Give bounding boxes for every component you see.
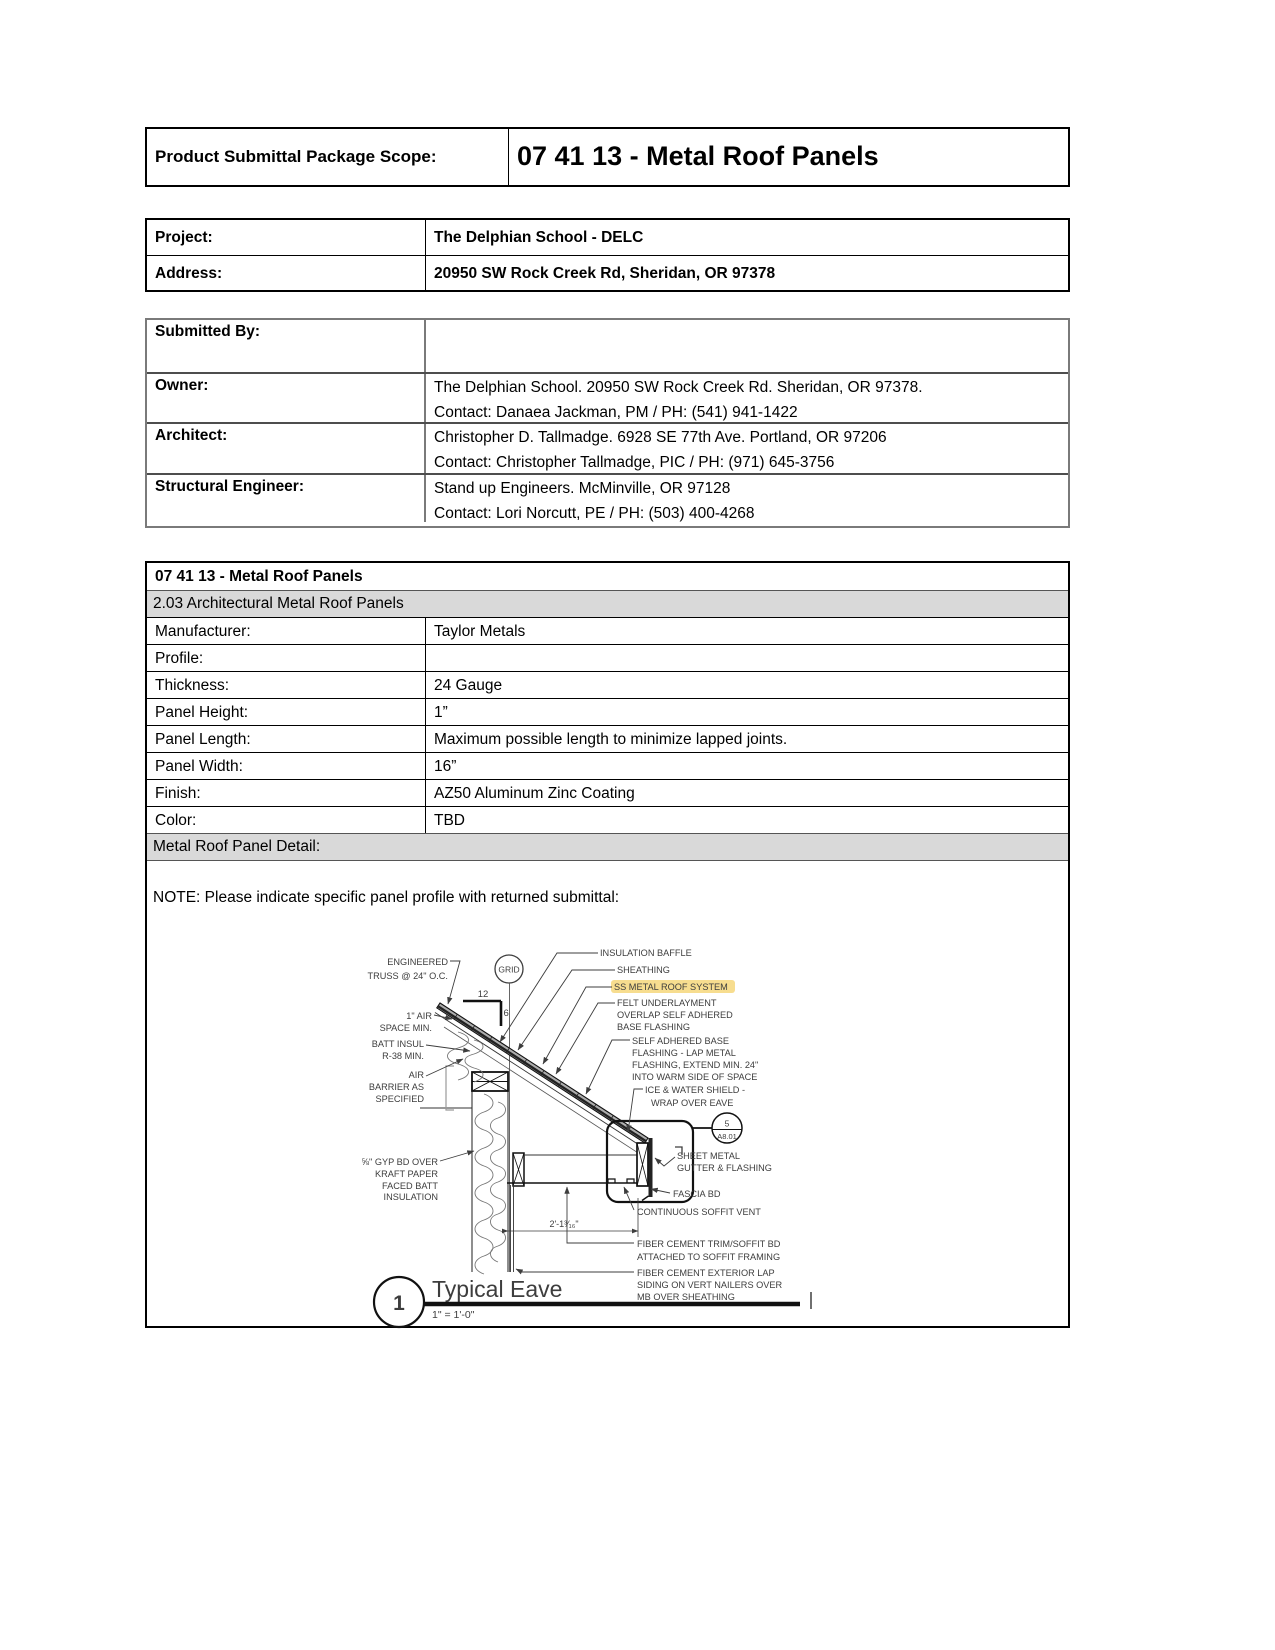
slope-run-label: 12 [477, 989, 489, 1000]
color-value: TBD [434, 812, 465, 829]
slope-rise-label: 6 [503, 1008, 509, 1019]
drawing-label-air-barrier: BARRIER AS [368, 1082, 424, 1092]
submitted-by-value [426, 320, 1068, 372]
table-row [147, 320, 1068, 372]
drawing-label-fascia: FASCIA BD [673, 1189, 721, 1199]
sheathing-line [435, 1013, 643, 1148]
architect-line1: Christopher D. Tallmadge. 6928 SE 77th Ave. Portland, OR 97206 [434, 429, 887, 446]
submitted-by-label: Submitted By: [147, 320, 426, 372]
panel-height-value: 1” [434, 704, 448, 721]
drawing-label-gutter: GUTTER & FLASHING [677, 1163, 772, 1173]
thickness-value: 24 Gauge [434, 677, 503, 694]
table-row [147, 255, 1068, 290]
drawing-label-felt: OVERLAP SELF ADHERED [617, 1010, 733, 1020]
drawing-label-base-flashing: FLASHING - LAP METAL [632, 1048, 736, 1058]
table-row [147, 372, 1068, 422]
project-label: Project: [147, 220, 426, 255]
table-row [147, 779, 1068, 806]
drawing-label-air-space: SPACE MIN. [379, 1023, 432, 1033]
profile-value [426, 645, 1068, 671]
table-row [147, 644, 1068, 671]
panel-height-label: Panel Height: [147, 699, 426, 725]
air-barrier-bracket [446, 1066, 454, 1110]
address-value: 20950 SW Rock Creek Rd, Sheridan, OR 97378 [434, 265, 776, 282]
drawing-label-base-flashing: INTO WARM SIDE OF SPACE [632, 1072, 758, 1082]
architect-label: Architect: [147, 424, 426, 473]
detail-bubble-sheet: A8.01 [717, 1132, 737, 1141]
spec-section-title: 07 41 13 - Metal Roof Panels [155, 568, 363, 585]
architect-value [426, 424, 1068, 473]
drawing-label-baffle: INSULATION BAFFLE [600, 948, 692, 958]
gutter-flashing [649, 1138, 653, 1197]
panel-length-value: Maximum possible length to minimize lapped joints. [434, 731, 788, 748]
drawing-label-gutter: SHEET METAL [677, 1151, 740, 1161]
table-row [147, 725, 1068, 752]
detail-number: 1 [393, 1292, 405, 1315]
finish-label: Finish: [147, 780, 426, 806]
panel-width-label: Panel Width: [147, 753, 426, 779]
manufacturer-label: Manufacturer: [147, 618, 426, 644]
drawing-label-base-flashing: FLASHING, EXTEND MIN. 24" [632, 1060, 759, 1070]
table-row [147, 473, 1068, 522]
table-row [147, 698, 1068, 725]
drawing-label-air-barrier: SPECIFIED [375, 1094, 424, 1104]
drawing-label-ice-water: ICE & WATER SHIELD - [645, 1085, 746, 1095]
detail-title: Typical Eave [432, 1276, 563, 1302]
eave-detail-drawing [340, 880, 840, 1340]
engineer-line2: Contact: Lori Norcutt, PE / PH: (503) 400-4268 [434, 505, 755, 522]
panel-width-value: 16” [434, 758, 457, 775]
table-row [147, 422, 1068, 473]
drawing-label-felt: BASE FLASHING [617, 1022, 691, 1032]
drawing-label-batt: BATT INSUL [371, 1039, 424, 1049]
scope-label: Product Submittal Package Scope: [147, 129, 509, 185]
drawing-label-soffit-vent: CONTINUOUS SOFFIT VENT [637, 1207, 761, 1217]
drawing-label-trim: ATTACHED TO SOFFIT FRAMING [637, 1252, 781, 1262]
contacts-table [145, 318, 1070, 528]
drawing-label-gyp: KRAFT PAPER [375, 1169, 438, 1179]
color-label: Color: [147, 807, 426, 833]
manufacturer-value: Taylor Metals [434, 623, 526, 640]
batt-insulation-pattern [448, 1032, 506, 1274]
spec-subsection: 2.03 Architectural Metal Roof Panels [147, 590, 1068, 617]
owner-value [426, 374, 1068, 422]
baffle-line [444, 1027, 649, 1160]
scope-value: 07 41 13 - Metal Roof Panels [517, 141, 879, 171]
profile-label: Profile: [147, 645, 426, 671]
drip-edge [642, 1196, 649, 1201]
address-label: Address: [147, 256, 426, 290]
project-info-table [145, 218, 1070, 292]
owner-label: Owner: [147, 374, 426, 422]
drawing-label-air-space: 1" AIR [406, 1011, 432, 1021]
engineer-value [426, 475, 1068, 522]
drawing-label-batt: R-38 MIN. [382, 1051, 424, 1061]
scope-header-table [145, 127, 1070, 187]
drawing-label-sheathing: SHEATHING [617, 965, 670, 975]
panel-length-label: Panel Length: [147, 726, 426, 752]
drawing-label-gyp: ⅝" GYP BD OVER [361, 1157, 438, 1167]
table-row [147, 752, 1068, 779]
grid-bubble-label: GRID [498, 964, 520, 975]
engineer-label: Structural Engineer: [147, 475, 426, 522]
drawing-label-siding: FIBER CEMENT EXTERIOR LAP [637, 1268, 775, 1278]
owner-line1: The Delphian School. 20950 SW Rock Creek Rd. Sheridan, OR 97378. [434, 379, 923, 396]
drawing-label-roof-system: SS METAL ROOF SYSTEM [614, 982, 728, 992]
table-row [147, 806, 1068, 833]
detail-scale: 1" = 1'-0" [432, 1309, 475, 1321]
drawing-label-ice-water: WRAP OVER EAVE [651, 1098, 734, 1108]
finish-value: AZ50 Aluminum Zinc Coating [434, 785, 635, 802]
engineer-line1: Stand up Engineers. McMinville, OR 97128 [434, 480, 731, 497]
table-row [147, 617, 1068, 644]
drawing-label-siding: SIDING ON VERT NAILERS OVER [637, 1280, 783, 1290]
detail-section-header: Metal Roof Panel Detail: [147, 833, 1068, 861]
drawing-label-siding: MB OVER SHEATHING [637, 1292, 735, 1302]
thickness-label: Thickness: [147, 672, 426, 698]
drawing-label-gyp: INSULATION [383, 1192, 438, 1202]
detail-bubble-number: 5 [724, 1118, 730, 1129]
table-row [147, 220, 1068, 255]
drawing-label-truss: ENGINEERED [387, 957, 448, 967]
drawing-label-truss: TRUSS @ 24" O.C. [367, 971, 448, 981]
architect-line2: Contact: Christopher Tallmadge, PIC / PH: (971) 645-3756 [434, 454, 835, 471]
owner-line2: Contact: Danaea Jackman, PM / PH: (541) 941-1422 [434, 404, 798, 421]
dimension-label: 2'-1³⁄₁₆" [549, 1219, 579, 1229]
table-row [147, 671, 1068, 698]
drawing-label-gyp: FACED BATT [382, 1181, 438, 1191]
project-value: The Delphian School - DELC [434, 229, 644, 246]
drawing-label-felt: FELT UNDERLAYMENT [617, 998, 717, 1008]
drawing-label-air-barrier: AIR [408, 1070, 424, 1080]
drawing-label-trim: FIBER CEMENT TRIM/SOFFIT BD [637, 1239, 781, 1249]
drawing-label-base-flashing: SELF ADHERED BASE [632, 1036, 730, 1046]
detail-note: NOTE: Please indicate specific panel profile with returned submittal: [153, 889, 620, 906]
